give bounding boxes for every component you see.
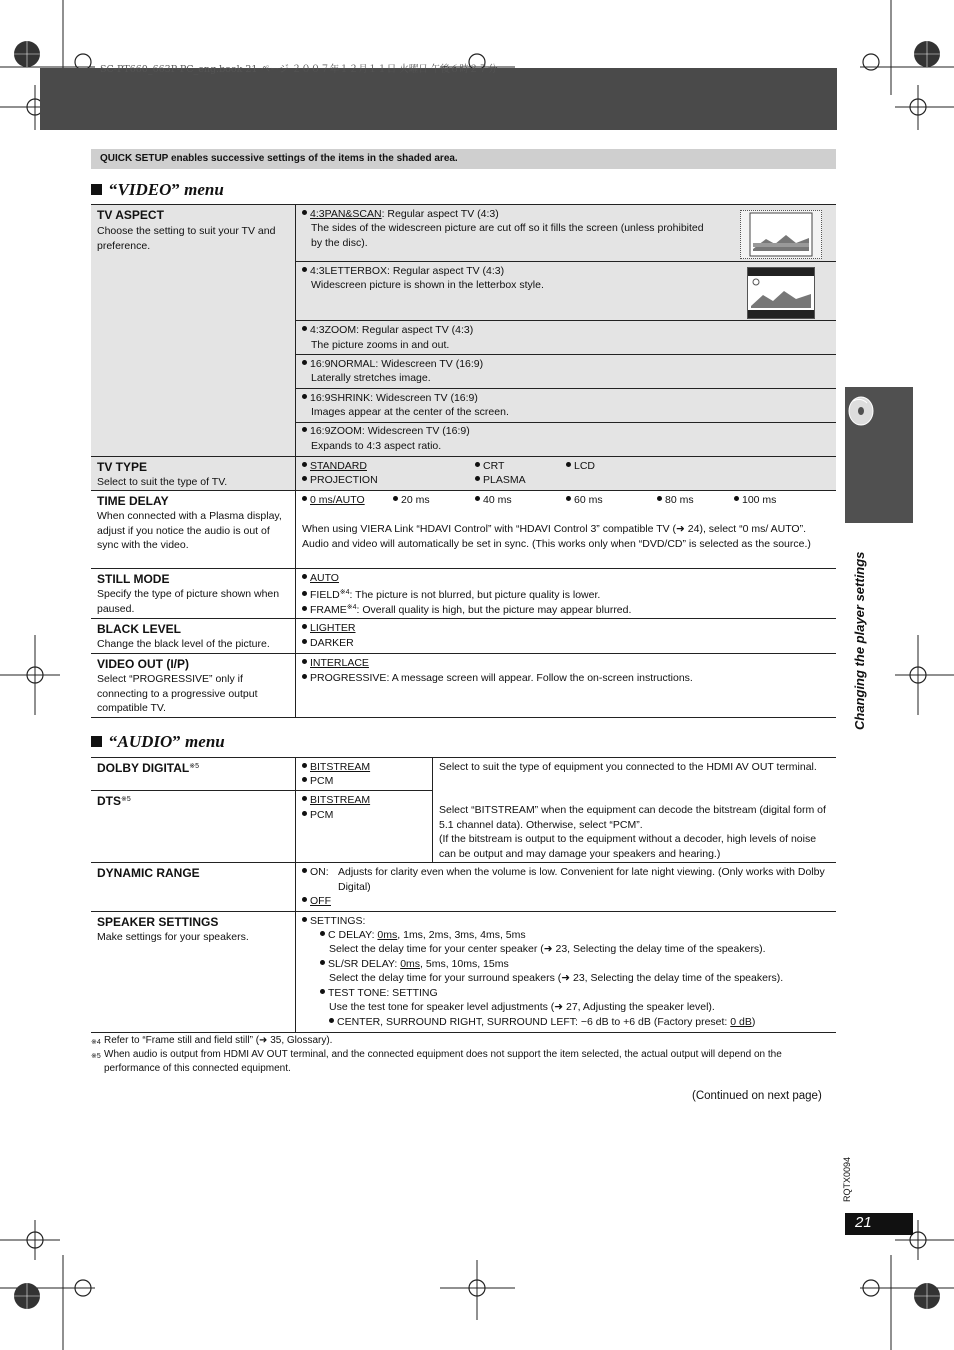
option-0ms-auto: 0 ms/AUTO: [302, 493, 365, 508]
time-delay-desc: When connected with a Plasma display, adjust if you notice the audio is out of sync with the video.: [97, 510, 282, 551]
dolby-option-pcm: PCM: [302, 774, 333, 789]
tv-aspect-title: TV ASPECT: [97, 208, 164, 222]
option-16-9-shrink-desc: Images appear at the center of the screen.: [311, 406, 509, 418]
header-band: [40, 68, 837, 130]
print-info: SC-PT660_663P-PC_eng.book 21 ページ ２００７年１２月１１日 火曜日 午後６時２７分: [100, 64, 498, 75]
still-mode-desc: Specify the type of picture shown when paused.: [97, 588, 280, 615]
speaker-settings-row: [91, 912, 836, 1033]
audio-menu-heading: “AUDIO” menu: [91, 732, 225, 752]
option-4-3-letterbox-desc: Widescreen picture is shown in the letterbox style.: [311, 279, 544, 291]
digital-desc-1: Select to suit the type of equipment you connected to the HDMI AV OUT terminal.: [439, 761, 817, 773]
still-mode-title: STILL MODE: [97, 572, 170, 586]
option-standard: STANDARD: [302, 459, 367, 474]
still-mode-row: [91, 569, 836, 619]
audio-menu-table: [91, 757, 836, 1033]
option-40ms: 40 ms: [475, 493, 512, 508]
side-label: Changing the player settings: [852, 551, 867, 730]
option-60ms: 60 ms: [566, 493, 603, 508]
continued-note: (Continued on next page): [692, 1090, 822, 1102]
tv-type-row: [91, 457, 836, 491]
quick-setup-bar: [91, 149, 836, 169]
option-4-3-pan-scan: 4:3PAN&SCAN: Regular aspect TV (4:3): [302, 207, 499, 222]
option-off: OFF: [302, 894, 331, 909]
tv-type-title: TV TYPE: [97, 460, 148, 474]
dolby-option-bitstream: BITSTREAM: [302, 760, 370, 775]
video-out-title: VIDEO OUT (I/P): [97, 657, 190, 671]
dolby-digital-title: DOLBY DIGITAL$^{※5}$: [97, 761, 199, 775]
option-4-3-zoom-desc: The picture zooms in and out.: [311, 339, 450, 351]
option-80ms: 80 ms: [657, 493, 694, 508]
doc-code: RQTX0094: [842, 1156, 852, 1202]
time-delay-note: When using VIERA Link “HDAVI Control” with “HDAVI Control 3” compatible TV (➜ 24), select “0 ms/ AUTO”. Audio and video will automatically be set in sync. (This works only when “DVD/CD” is selected as the source.): [302, 523, 811, 550]
option-darker: DARKER: [302, 636, 354, 651]
video-menu-heading: “VIDEO” menu: [91, 180, 224, 200]
dynamic-range-row: [91, 863, 836, 912]
letterbox-picture-icon: [747, 267, 815, 319]
option-plasma: PLASMA: [475, 473, 526, 488]
digital-desc-3: (If the bitstream is output to the equipment without a decoder, high levels of noise can be output and may damage your speakers and hearing.): [439, 833, 817, 860]
option-4-3-zoom: 4:3ZOOM: Regular aspect TV (4:3): [302, 323, 473, 338]
dts-option-pcm: PCM: [302, 808, 333, 823]
option-100ms: 100 ms: [734, 493, 776, 508]
video-out-row: [91, 654, 836, 718]
option-16-9-normal: 16:9NORMAL: Widescreen TV (16:9): [302, 357, 483, 372]
option-sl-sr-delay-desc: Select the delay time for your surround speakers (➜ 23, Selecting the delay time of the speakers).: [329, 972, 784, 984]
dts-title: DTS$^{※5}$: [97, 794, 131, 808]
dts-option-bitstream: BITSTREAM: [302, 793, 370, 808]
option-16-9-zoom: 16:9ZOOM: Widescreen TV (16:9): [302, 424, 470, 439]
option-speaker-levels: CENTER, SURROUND RIGHT, SURROUND LEFT: −6 dB to +6 dB (Factory preset: 0 dB): [329, 1015, 755, 1030]
option-16-9-normal-desc: Laterally stretches image.: [311, 372, 431, 384]
digital-desc-2: Select “BITSTREAM” when the equipment can decode the bitstream (digital form of 5.1 channel data). Otherwise, select “PCM”.: [439, 804, 826, 831]
speaker-settings-title: SPEAKER SETTINGS: [97, 915, 219, 929]
tv-type-desc: Select to suit the type of TV.: [97, 476, 228, 488]
option-20ms: 20 ms: [393, 493, 430, 508]
square-bullet-icon: [91, 736, 102, 747]
quick-setup-note: QUICK SETUP enables successive settings of the items in the shaded area.: [100, 153, 458, 164]
option-interlace: INTERLACE: [302, 656, 369, 671]
disc-icon: [847, 395, 875, 427]
black-level-title: BLACK LEVEL: [97, 622, 181, 636]
time-delay-title: TIME DELAY: [97, 494, 169, 508]
option-progressive: PROGRESSIVE: A message screen will appear. Follow the on-screen instructions.: [302, 671, 693, 686]
option-lcd: LCD: [566, 459, 595, 474]
page-number: 21: [845, 1213, 913, 1235]
tv-aspect-desc: Choose the setting to suit your TV and preference.: [97, 225, 276, 252]
option-test-tone-desc: Use the test tone for speaker level adjustments (➜ 27, Adjusting the speaker level).: [329, 1001, 715, 1013]
black-level-row: [91, 619, 836, 654]
option-sl-sr-delay: SL/SR DELAY: 0ms, 5ms, 10ms, 15ms: [320, 957, 509, 972]
option-lighter: LIGHTER: [302, 621, 356, 636]
dynamic-range-title: DYNAMIC RANGE: [97, 866, 200, 880]
option-16-9-zoom-desc: Expands to 4:3 aspect ratio.: [311, 440, 442, 452]
option-4-3-letterbox: 4:3LETTERBOX: Regular aspect TV (4:3): [302, 264, 504, 279]
side-tab: [845, 387, 913, 523]
option-4-3-pan-scan-desc: The sides of the widescreen picture are cut off so it fills the screen (unless prohibited by the disc).: [311, 222, 704, 249]
video-out-desc: Select “PROGRESSIVE” only if connecting to a progressive output compatible TV.: [97, 673, 258, 714]
option-field: FIELD$^{※4}$: The picture is not blurred, but picture quality is lower.: [302, 586, 600, 603]
pan-scan-picture-icon: [740, 210, 822, 259]
option-test-tone: TEST TONE: SETTING: [320, 986, 438, 1001]
option-on-desc: Adjusts for clarity even when the volume is low. Convenient for late night viewing. (Only works with Dolby Digital): [338, 866, 825, 893]
digital-audio-row: [91, 758, 836, 863]
option-on: ON:: [302, 865, 329, 880]
square-bullet-icon: [91, 184, 102, 195]
black-level-desc: Change the black level of the picture.: [97, 638, 270, 650]
tv-aspect-row: [91, 205, 836, 457]
option-settings: SETTINGS:: [302, 914, 365, 929]
speaker-settings-desc: Make settings for your speakers.: [97, 931, 249, 943]
time-delay-row: [91, 491, 836, 569]
option-frame: FRAME$^{※4}$: Overall quality is high, but the picture may appear blurred.: [302, 601, 631, 618]
option-c-delay-desc: Select the delay time for your center speaker (➜ 23, Selecting the delay time of the speakers).: [329, 943, 766, 955]
option-projection: PROJECTION: [302, 473, 378, 488]
option-16-9-shrink: 16:9SHRINK: Widescreen TV (16:9): [302, 391, 478, 406]
video-menu-table: [91, 204, 836, 718]
option-c-delay: C DELAY: 0ms, 1ms, 2ms, 3ms, 4ms, 5ms: [320, 928, 526, 943]
option-crt: CRT: [475, 459, 504, 474]
option-auto: AUTO: [302, 571, 339, 586]
